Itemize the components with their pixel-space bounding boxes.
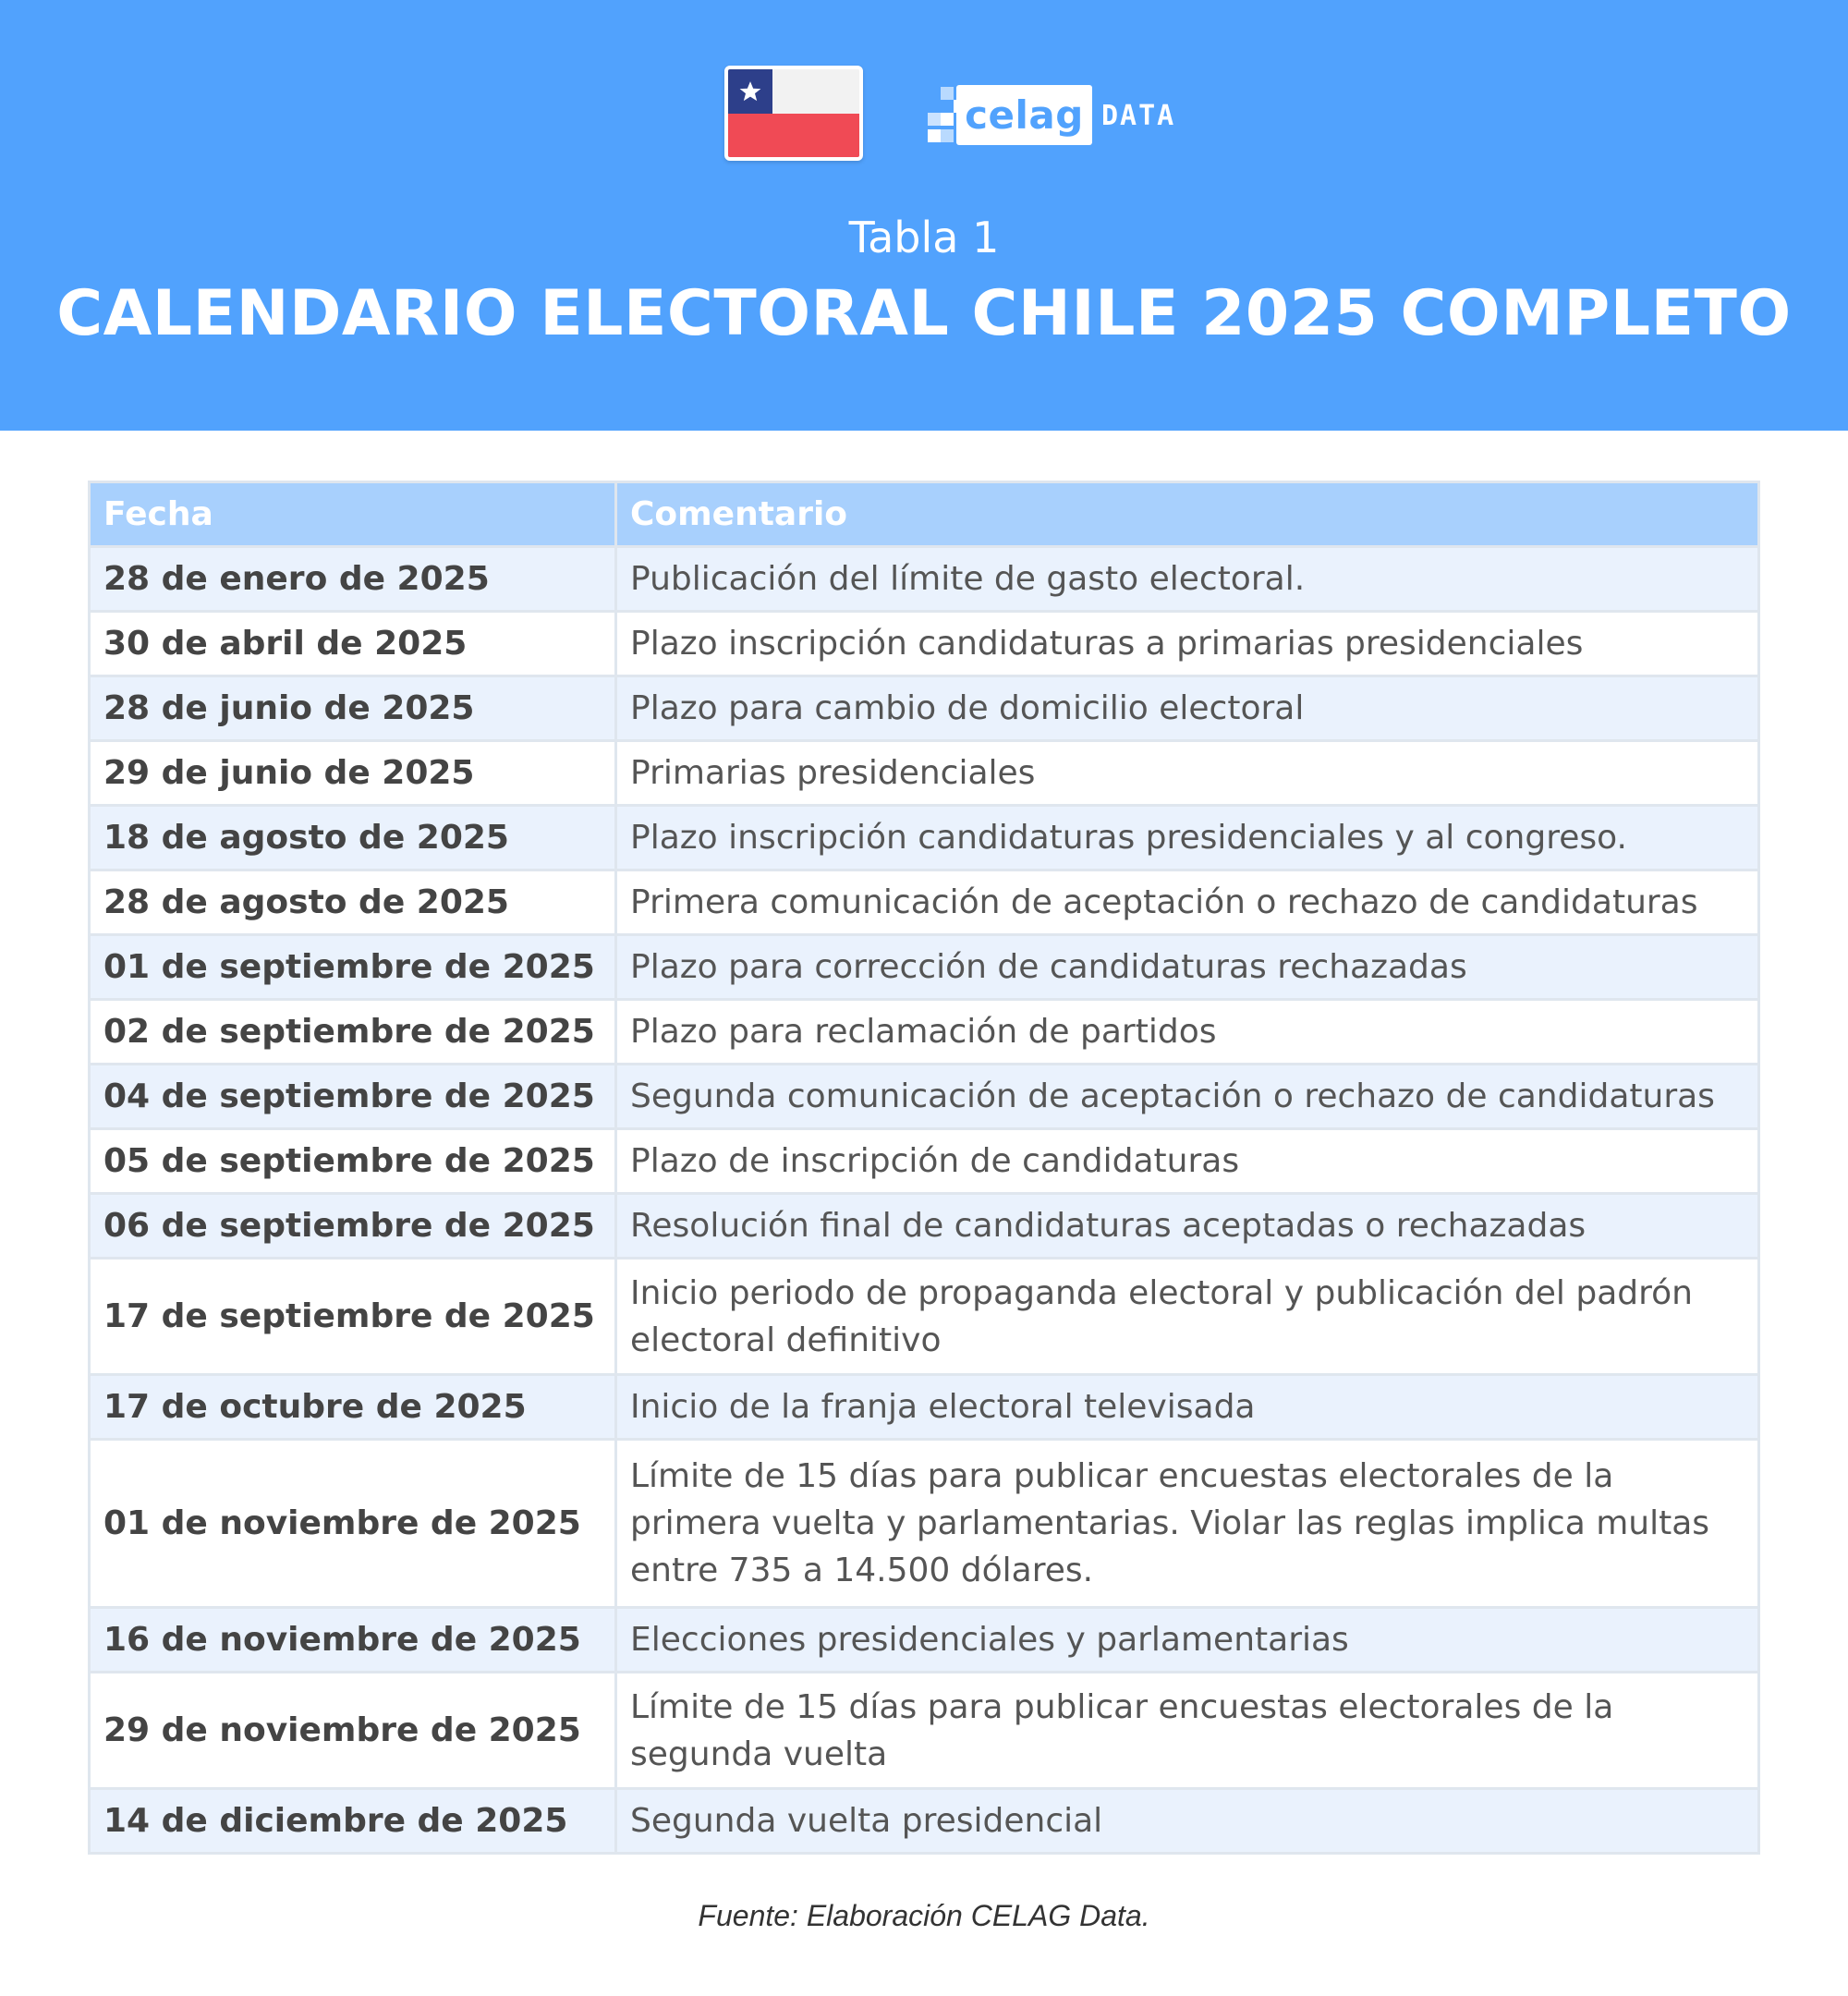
table-row <box>90 1129 1759 1194</box>
table-row <box>90 1194 1759 1259</box>
comment-cell: Primera comunicación de aceptación o rechazo de candidaturas <box>616 870 1759 935</box>
calendar-table-container <box>88 481 1760 1855</box>
date-cell: 28 de agosto de 2025 <box>90 870 616 935</box>
table-number: Tabla 1 <box>848 213 1000 262</box>
comment-cell: Plazo inscripción candidaturas a primarias presidenciales <box>616 612 1759 676</box>
comment-cell: Límite de 15 días para publicar encuestas electorales de la segunda vuelta <box>616 1673 1759 1789</box>
date-cell: 01 de noviembre de 2025 <box>90 1440 616 1608</box>
star-icon <box>728 69 772 114</box>
table-row <box>90 612 1759 676</box>
comment-cell: Plazo para corrección de candidaturas rechazadas <box>616 935 1759 1000</box>
page-title: CALENDARIO ELECTORAL CHILE 2025 COMPLETO <box>56 277 1792 350</box>
column-header-date: Fecha <box>90 482 616 547</box>
date-cell: 28 de junio de 2025 <box>90 676 616 741</box>
table-row <box>90 676 1759 741</box>
comment-cell: Inicio periodo de propaganda electoral y publicación del padrón electoral definitivo <box>616 1259 1759 1375</box>
date-cell: 01 de septiembre de 2025 <box>90 935 616 1000</box>
table-row <box>90 547 1759 612</box>
table-row <box>90 741 1759 806</box>
celag-data-logo <box>924 81 1183 151</box>
comment-cell: Límite de 15 días para publicar encuestas electorales de la primera vuelta y parlamentarias. Violar las reglas implica multas entre 735 a 14.500 dólares. <box>616 1440 1759 1608</box>
column-header-comment: Comentario <box>616 482 1759 547</box>
date-cell: 29 de junio de 2025 <box>90 741 616 806</box>
table-header-row <box>90 482 1759 547</box>
table-row <box>90 1608 1759 1673</box>
comment-cell: Elecciones presidenciales y parlamentarias <box>616 1608 1759 1673</box>
logo-suffix: DATA <box>1101 100 1176 132</box>
comment-cell: Segunda vuelta presidencial <box>616 1789 1759 1854</box>
date-cell: 29 de noviembre de 2025 <box>90 1673 616 1789</box>
comment-cell: Plazo de inscripción de candidaturas <box>616 1129 1759 1194</box>
date-cell: 05 de septiembre de 2025 <box>90 1129 616 1194</box>
date-cell: 17 de octubre de 2025 <box>90 1375 616 1440</box>
table-row <box>90 1375 1759 1440</box>
comment-cell: Plazo inscripción candidaturas presidenciales y al congreso. <box>616 806 1759 870</box>
table-body <box>90 547 1759 1854</box>
table-row <box>90 1259 1759 1375</box>
logo-wordmark: celag <box>956 85 1092 145</box>
date-cell: 30 de abril de 2025 <box>90 612 616 676</box>
table-row <box>90 1673 1759 1789</box>
date-cell: 17 de septiembre de 2025 <box>90 1259 616 1375</box>
source-note: Fuente: Elaboración CELAG Data. <box>698 1899 1150 1932</box>
comment-cell: Resolución final de candidaturas aceptadas o rechazadas <box>616 1194 1759 1259</box>
date-cell: 18 de agosto de 2025 <box>90 806 616 870</box>
header-banner <box>0 0 1848 431</box>
calendar-table <box>88 481 1760 1855</box>
comment-cell: Plazo para reclamación de partidos <box>616 1000 1759 1065</box>
table-row <box>90 1440 1759 1608</box>
table-row <box>90 1000 1759 1065</box>
table-row <box>90 1065 1759 1129</box>
table-row <box>90 870 1759 935</box>
comment-cell: Primarias presidenciales <box>616 741 1759 806</box>
chile-flag-icon <box>724 66 863 161</box>
date-cell: 28 de enero de 2025 <box>90 547 616 612</box>
table-row <box>90 935 1759 1000</box>
table-row <box>90 806 1759 870</box>
comment-cell: Segunda comunicación de aceptación o rechazo de candidaturas <box>616 1065 1759 1129</box>
table-row <box>90 1789 1759 1854</box>
comment-cell: Plazo para cambio de domicilio electoral <box>616 676 1759 741</box>
date-cell: 06 de septiembre de 2025 <box>90 1194 616 1259</box>
comment-cell: Inicio de la franja electoral televisada <box>616 1375 1759 1440</box>
date-cell: 16 de noviembre de 2025 <box>90 1608 616 1673</box>
comment-cell: Publicación del límite de gasto electoral. <box>616 547 1759 612</box>
date-cell: 04 de septiembre de 2025 <box>90 1065 616 1129</box>
date-cell: 02 de septiembre de 2025 <box>90 1000 616 1065</box>
date-cell: 14 de diciembre de 2025 <box>90 1789 616 1854</box>
